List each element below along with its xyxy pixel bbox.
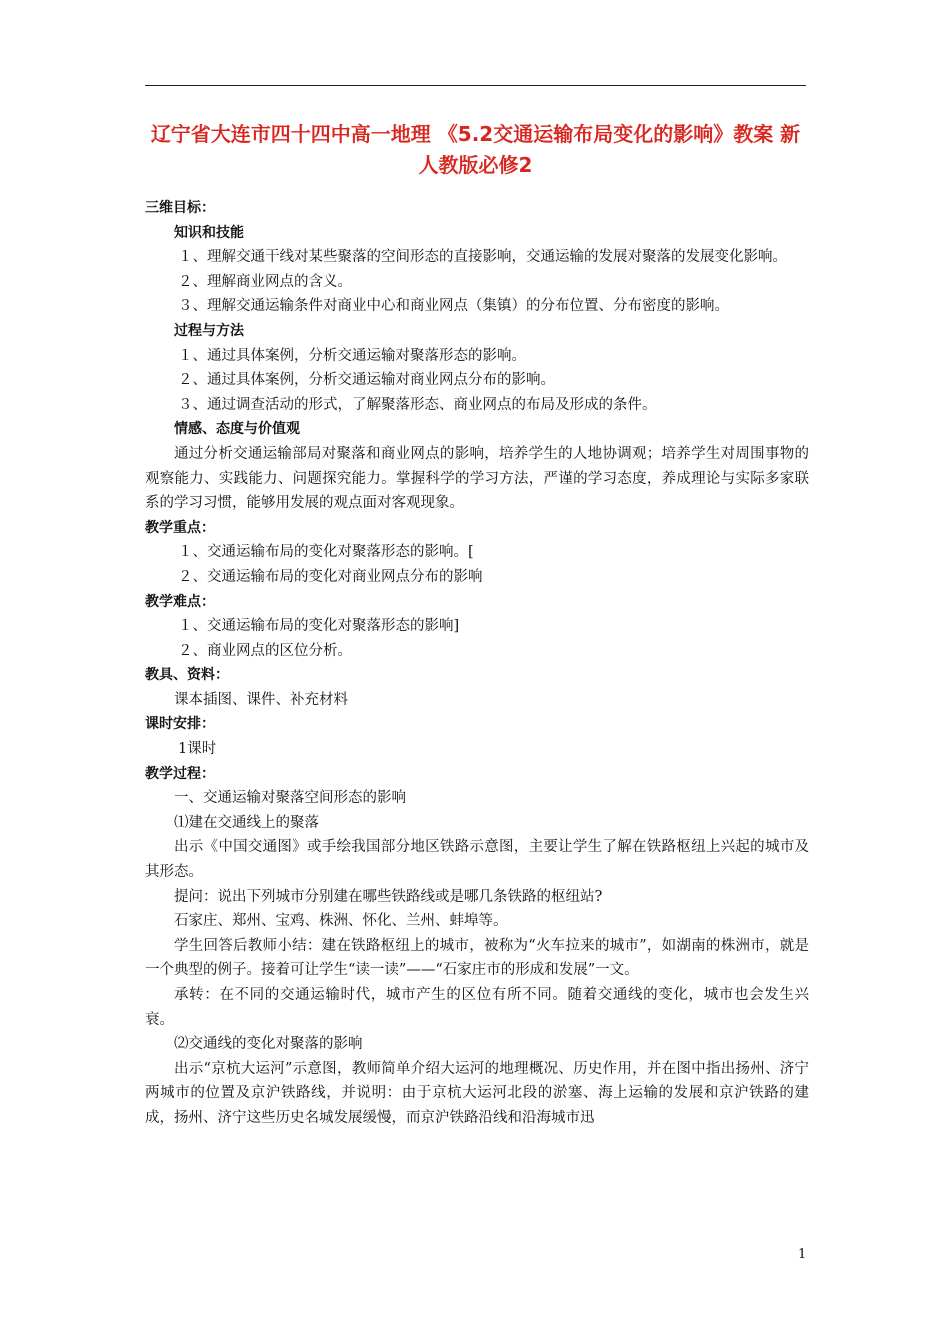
paragraph: 通过分析交通运输部局对聚落和商业网点的影响，培养学生的人地协调观；培养学生对周围事物的观察能力、实践能力、问题探究能力。掌握科学的学习方法，严谨的学习态度，养成理论与实际多家联系的学习习惯，能够用发展的观点面对客观现象。 bbox=[145, 445, 809, 512]
paragraph: １、理解交通干线对某些聚落的空间形态的直接影响，交通运输的发展对聚落的发展变化影响。 bbox=[178, 249, 787, 266]
paragraph: 课本插图、课件、补充材料 bbox=[174, 691, 348, 708]
paragraph: ⑴建在交通线上的聚落 bbox=[174, 814, 319, 831]
paragraph: 1课时 bbox=[178, 741, 217, 758]
section-heading: 教学重点： bbox=[145, 519, 215, 536]
paragraph: 承转：在不同的交通运输时代，城市产生的区位有所不同。随着交通线的变化，城市也会发生兴衰。 bbox=[145, 987, 809, 1028]
section-heading: 教具、资料： bbox=[145, 667, 229, 684]
paragraph: １、交通运输布局的变化对聚落形态的影响] bbox=[178, 618, 460, 635]
paragraph: 出示“京杭大运河”示意图，教师简单介绍大运河的地理概况、历史作用，并在图中指出扬州、济宁两城市的位置及京沪铁路线，并说明：由于京杭大运河北段的淤塞、海上运输的发展和京沪铁路的建成，扬州、济宁这些历史名城发展缓慢，而京沪铁路沿线和沿海城市迅 bbox=[145, 1060, 809, 1126]
paragraph: ２、理解商业网点的含义。 bbox=[178, 273, 352, 290]
paragraph: ３、理解交通运输条件对商业中心和商业网点（集镇）的分布位置、分布密度的影响。 bbox=[178, 298, 729, 315]
paragraph: 提问：说出下列城市分别建在哪些铁路线或是哪几条铁路的枢纽站? bbox=[174, 888, 603, 905]
paragraph: 出示《中国交通图》或手绘我国部分地区铁路示意图，主要让学生了解在铁路枢纽上兴起的城市及其形态。 bbox=[145, 839, 809, 881]
subsection-heading: 情感、态度与价值观 bbox=[174, 421, 300, 438]
section-heading: 三维目标： bbox=[145, 200, 215, 216]
paragraph: ３、通过调查活动的形式，了解聚落形态、商业网点的布局及形成的条件。 bbox=[178, 396, 657, 413]
paragraph: ２、交通运输布局的变化对商业网点分布的影响 bbox=[178, 568, 483, 585]
paragraph: １、交通运输布局的变化对聚落形态的影响。[ bbox=[178, 544, 474, 561]
header-rule bbox=[145, 85, 806, 86]
subsection-heading: 过程与方法 bbox=[174, 322, 244, 339]
paragraph: １、通过具体案例，分析交通运输对聚落形态的影响。 bbox=[178, 347, 526, 364]
paragraph: 一、交通运输对聚落空间形态的影响 bbox=[174, 790, 406, 807]
paragraph: 石家庄、郑州、宝鸡、株洲、怀化、兰州、蚌埠等。 bbox=[174, 913, 508, 930]
paragraph: ２、通过具体案例，分析交通运输对商业网点分布的影响。 bbox=[178, 372, 555, 389]
section-heading: 教学过程： bbox=[145, 765, 215, 782]
subsection-heading: 知识和技能 bbox=[174, 224, 244, 241]
paragraph: ２、商业网点的区位分析。 bbox=[178, 642, 352, 659]
paragraph: 学生回答后教师小结：建在铁路枢纽上的城市，被称为“火车拉来的城市”，如湖南的株洲市，就是一个典型的例子。接着可让学生“读一读”——“石家庄市的形成和发展”一文。 bbox=[145, 937, 809, 979]
document-title: 辽宁省大连市四十四中高一地理 《5.2交通运输布局变化的影响》教案 新人教版必修2 bbox=[150, 122, 801, 177]
paragraph: ⑵交通线的变化对聚落的影响 bbox=[174, 1036, 363, 1053]
section-heading: 课时安排： bbox=[145, 716, 215, 733]
page-number: 1 bbox=[798, 1247, 807, 1262]
section-heading: 教学难点： bbox=[145, 593, 215, 610]
document-body bbox=[145, 196, 809, 1131]
